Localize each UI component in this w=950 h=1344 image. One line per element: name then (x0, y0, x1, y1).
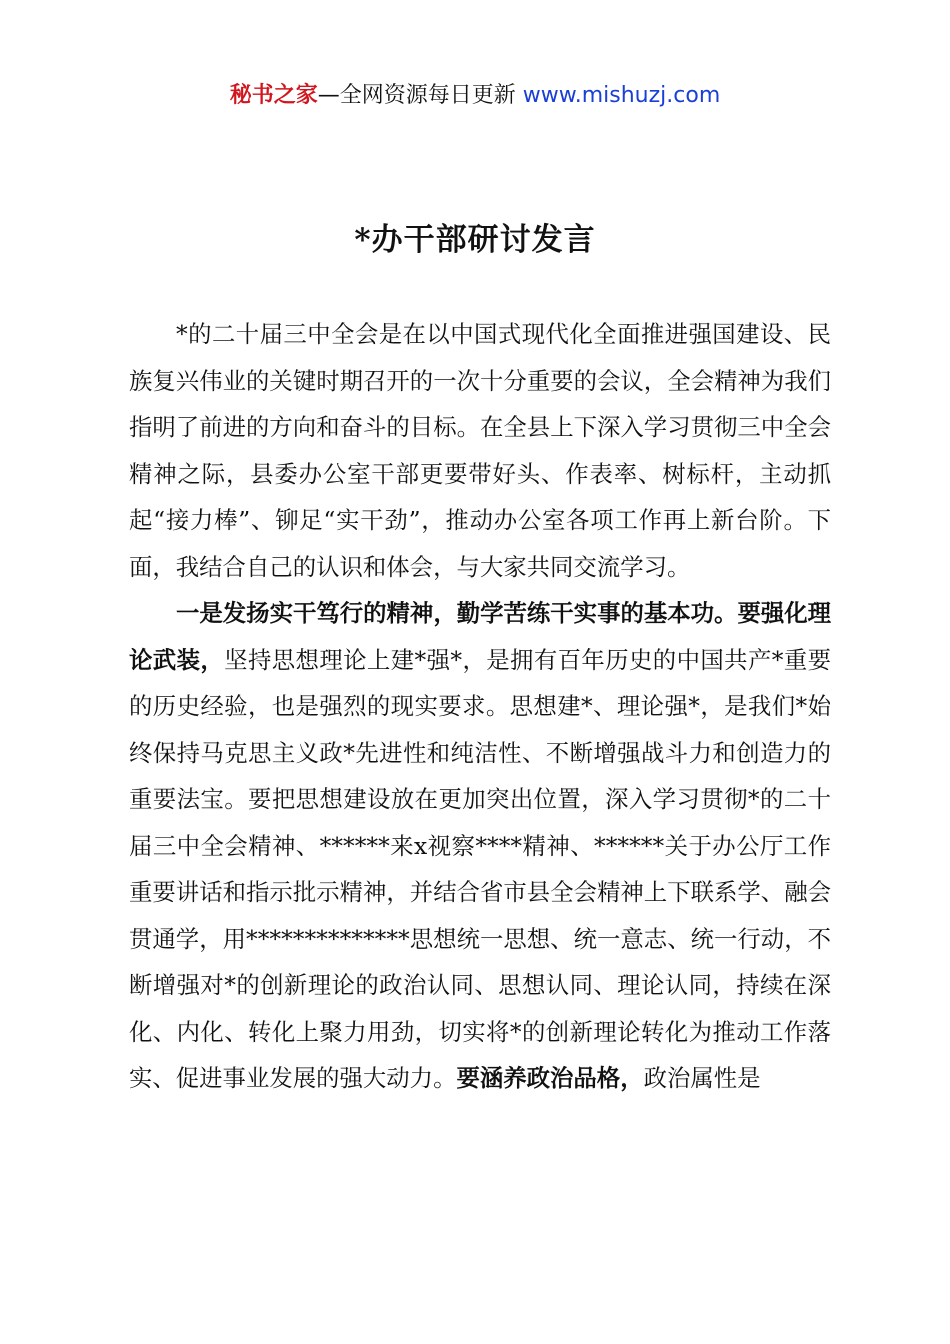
site-brand: 秘书之家 (229, 83, 318, 108)
section-1-sub2-text: 政治属性是 (643, 1064, 761, 1092)
section-1-sub2-heading: 要涵养政治品格， (456, 1064, 644, 1092)
document-body (129, 311, 831, 1102)
section-1-paragraph (129, 590, 831, 1102)
section-1-heading: 一是发扬实干笃行的精神，勤学苦练干实事的基本功。 (176, 599, 738, 627)
intro-paragraph: *的二十届三中全会是在以中国式现代化全面推进强国建设、民族复兴伟业的关键时期召开的一次十分重要的会议，全会精神为我们指明了前进的方向和奋斗的目标。在全县上下深入学习贯彻三中全会精神之际，县委办公室干部更要带好头、作表率、树标杆，主动抓起“接力棒”、铆足“实干劲”，推动办公室各项工作再上新台阶。下面，我结合自己的认识和体会，与大家共同交流学习。 (129, 320, 831, 581)
section-1-sub1-heading: 要强化理论武装， (129, 599, 832, 674)
site-header (0, 80, 950, 112)
site-tagline: —全网资源每日更新 (317, 83, 516, 108)
document-title: *办干部研讨发言 (354, 222, 596, 258)
section-1-sub1-text: 坚持思想理论上建*强*，是拥有百年历史的中国共产*重要的历史经验，也是强烈的现实要求。思想建*、理论强*，是我们*始终保持马克思主义政*先进性和纯洁性、不断增强战斗力和创造力的重要法宝。要把思想建设放在更加突出位置，深入学习贯彻*的二十届三中全会精神、******来x视察****精神、******关于办公厅工作重要讲话和指示批示精神，并结合省市县全会精神上下联系学、融会贯通学，用**************思想统一思想、统一意志、统一行动，不断增强对*的创新理论的政治认同、思想认同、理论认同，持续在深化、内化、转化上聚力用劲，切实将*的创新理论转化为推动工作落实、促进事业发展的强大动力。 (129, 645, 832, 1092)
site-url-link[interactable]: www.mishuzj.com (522, 83, 721, 108)
